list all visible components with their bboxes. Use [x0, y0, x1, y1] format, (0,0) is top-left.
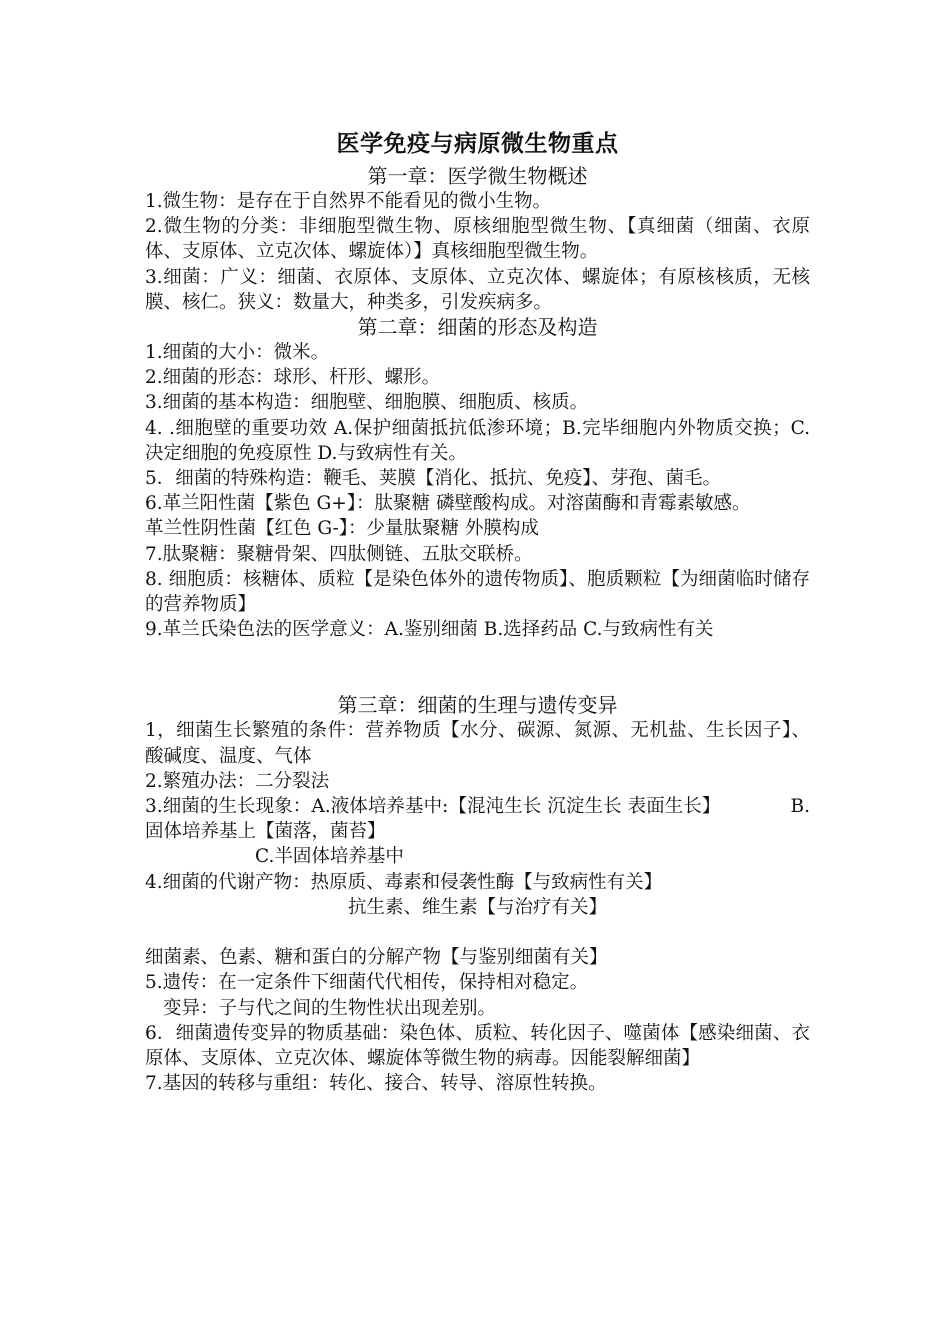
ch1-item-1: 1.微生物：是存在于自然界不能看见的微小生物。	[145, 191, 552, 212]
ch2-item-1: 1.细菌的大小：微米。	[145, 342, 330, 364]
ch2-item-5: 5．细菌的特殊构造：鞭毛、荚膜【消化、抵抗、免疫】、芽孢、菌毛。	[145, 468, 722, 490]
ch2-item-6: 6.革兰阳性菌【紫色 G+】：肽聚糖 磷壁酸构成。对溶菌酶和青霉素敏感。	[145, 493, 751, 515]
ch3-item-4-c-text: 细菌素、色素、糖和蛋白的分解产物【与鉴别细菌有关】	[145, 947, 608, 969]
ch3-item-2: 2.繁殖办法：二分裂法	[145, 770, 330, 792]
ch3-item-3	[145, 794, 810, 844]
ch1-item-3: 3.细菌：广义：细菌、衣原体、支原体、立克次体、螺旋体；有原核核质，无核膜、核仁。狭义：数量大，种类多，引发疾病多。	[145, 266, 810, 313]
ch2-item-3: 3.细菌的基本构造：细胞壁、细胞膜、细胞质、核质。	[145, 392, 589, 414]
chapter-2-heading: 第二章：细菌的形态及构造	[357, 315, 598, 340]
ch2-item-4: 4. .细胞壁的重要功效 A.保护细菌抵抗低渗环境；B.完毕细胞内外物质交换；C.决定细胞的免疫原性 D.与致病性有关。	[145, 417, 810, 464]
ch2-item-9: 9.革兰氏染色法的医学意义：A.鉴别细菌 B.选择药品 C.与致病性有关	[145, 619, 714, 641]
ch3-item-7: 7.基因的转移与重组：转化、接合、转导、溶原性转换。	[145, 1073, 607, 1095]
ch2-item-7: 7.肽聚糖：聚糖骨架、四肽侧链、五肽交联桥。	[145, 543, 533, 565]
ch1-item-2: 2.微生物的分类：非细胞型微生物、原核细胞型微生物、【真细菌（细菌、衣原体、支原体、立克次体、螺旋体）】真核细胞型微生物。	[145, 216, 810, 263]
document-page	[145, 128, 810, 1097]
ch3-item-6: 6．细菌遗传变异的物质基础：染色体、质粒、转化因子、噬菌体【感染细菌、衣原体、支原体、立克次体、螺旋体等微生物的病毒。因能裂解细菌】	[145, 1022, 810, 1070]
ch2-item-6b: 革兰性阴性菌【红色 G-】：少量肽聚糖 外膜构成	[145, 518, 539, 540]
ch3-item-4-c	[145, 920, 810, 970]
ch3-item-4-b: 抗生素、维生素【与治疗有关】	[348, 896, 608, 918]
ch2-item-8: 8. 细胞质：核糖体、质粒【是染色体外的遗传物质】、胞质颗粒【为细菌临时储存的营养物质】	[145, 568, 810, 616]
ch3-item-5: 5.遗传：在一定条件下细菌代代相传，保持相对稳定。	[145, 972, 589, 994]
chapter-1-heading: 第一章：医学微生物概述	[367, 164, 588, 188]
ch3-item-4: 4.细菌的代谢产物：热原质、毒素和侵袭性酶【与致病性有关】	[145, 871, 663, 893]
ch3-item-3-a: 3.细菌的生长现象：A.液体培养基中:【混沌生长 沉淀生长 表面生长】	[145, 796, 721, 818]
document-title: 医学免疫与病原微生物重点	[336, 130, 619, 157]
ch2-item-2: 2.细菌的形态：球形、杆形、螺形。	[145, 367, 441, 389]
ch3-item-5-b: 变异：子与代之间的生物性状出现差别。	[163, 997, 497, 1019]
ch3-item-3-b: B.固体培养基上【菌落，菌苔】	[145, 796, 810, 843]
chapter-3-heading: 第三章：细菌的生理与遗传变异	[337, 693, 618, 718]
ch3-item-3-c: C.半固体培养基中	[255, 846, 404, 868]
section-spacer	[145, 642, 810, 693]
ch3-item-1: 1，细菌生长繁殖的条件：营养物质【水分、碳源、氮源、无机盐、生长因子】、酸碱度、温度、气体	[145, 720, 810, 767]
